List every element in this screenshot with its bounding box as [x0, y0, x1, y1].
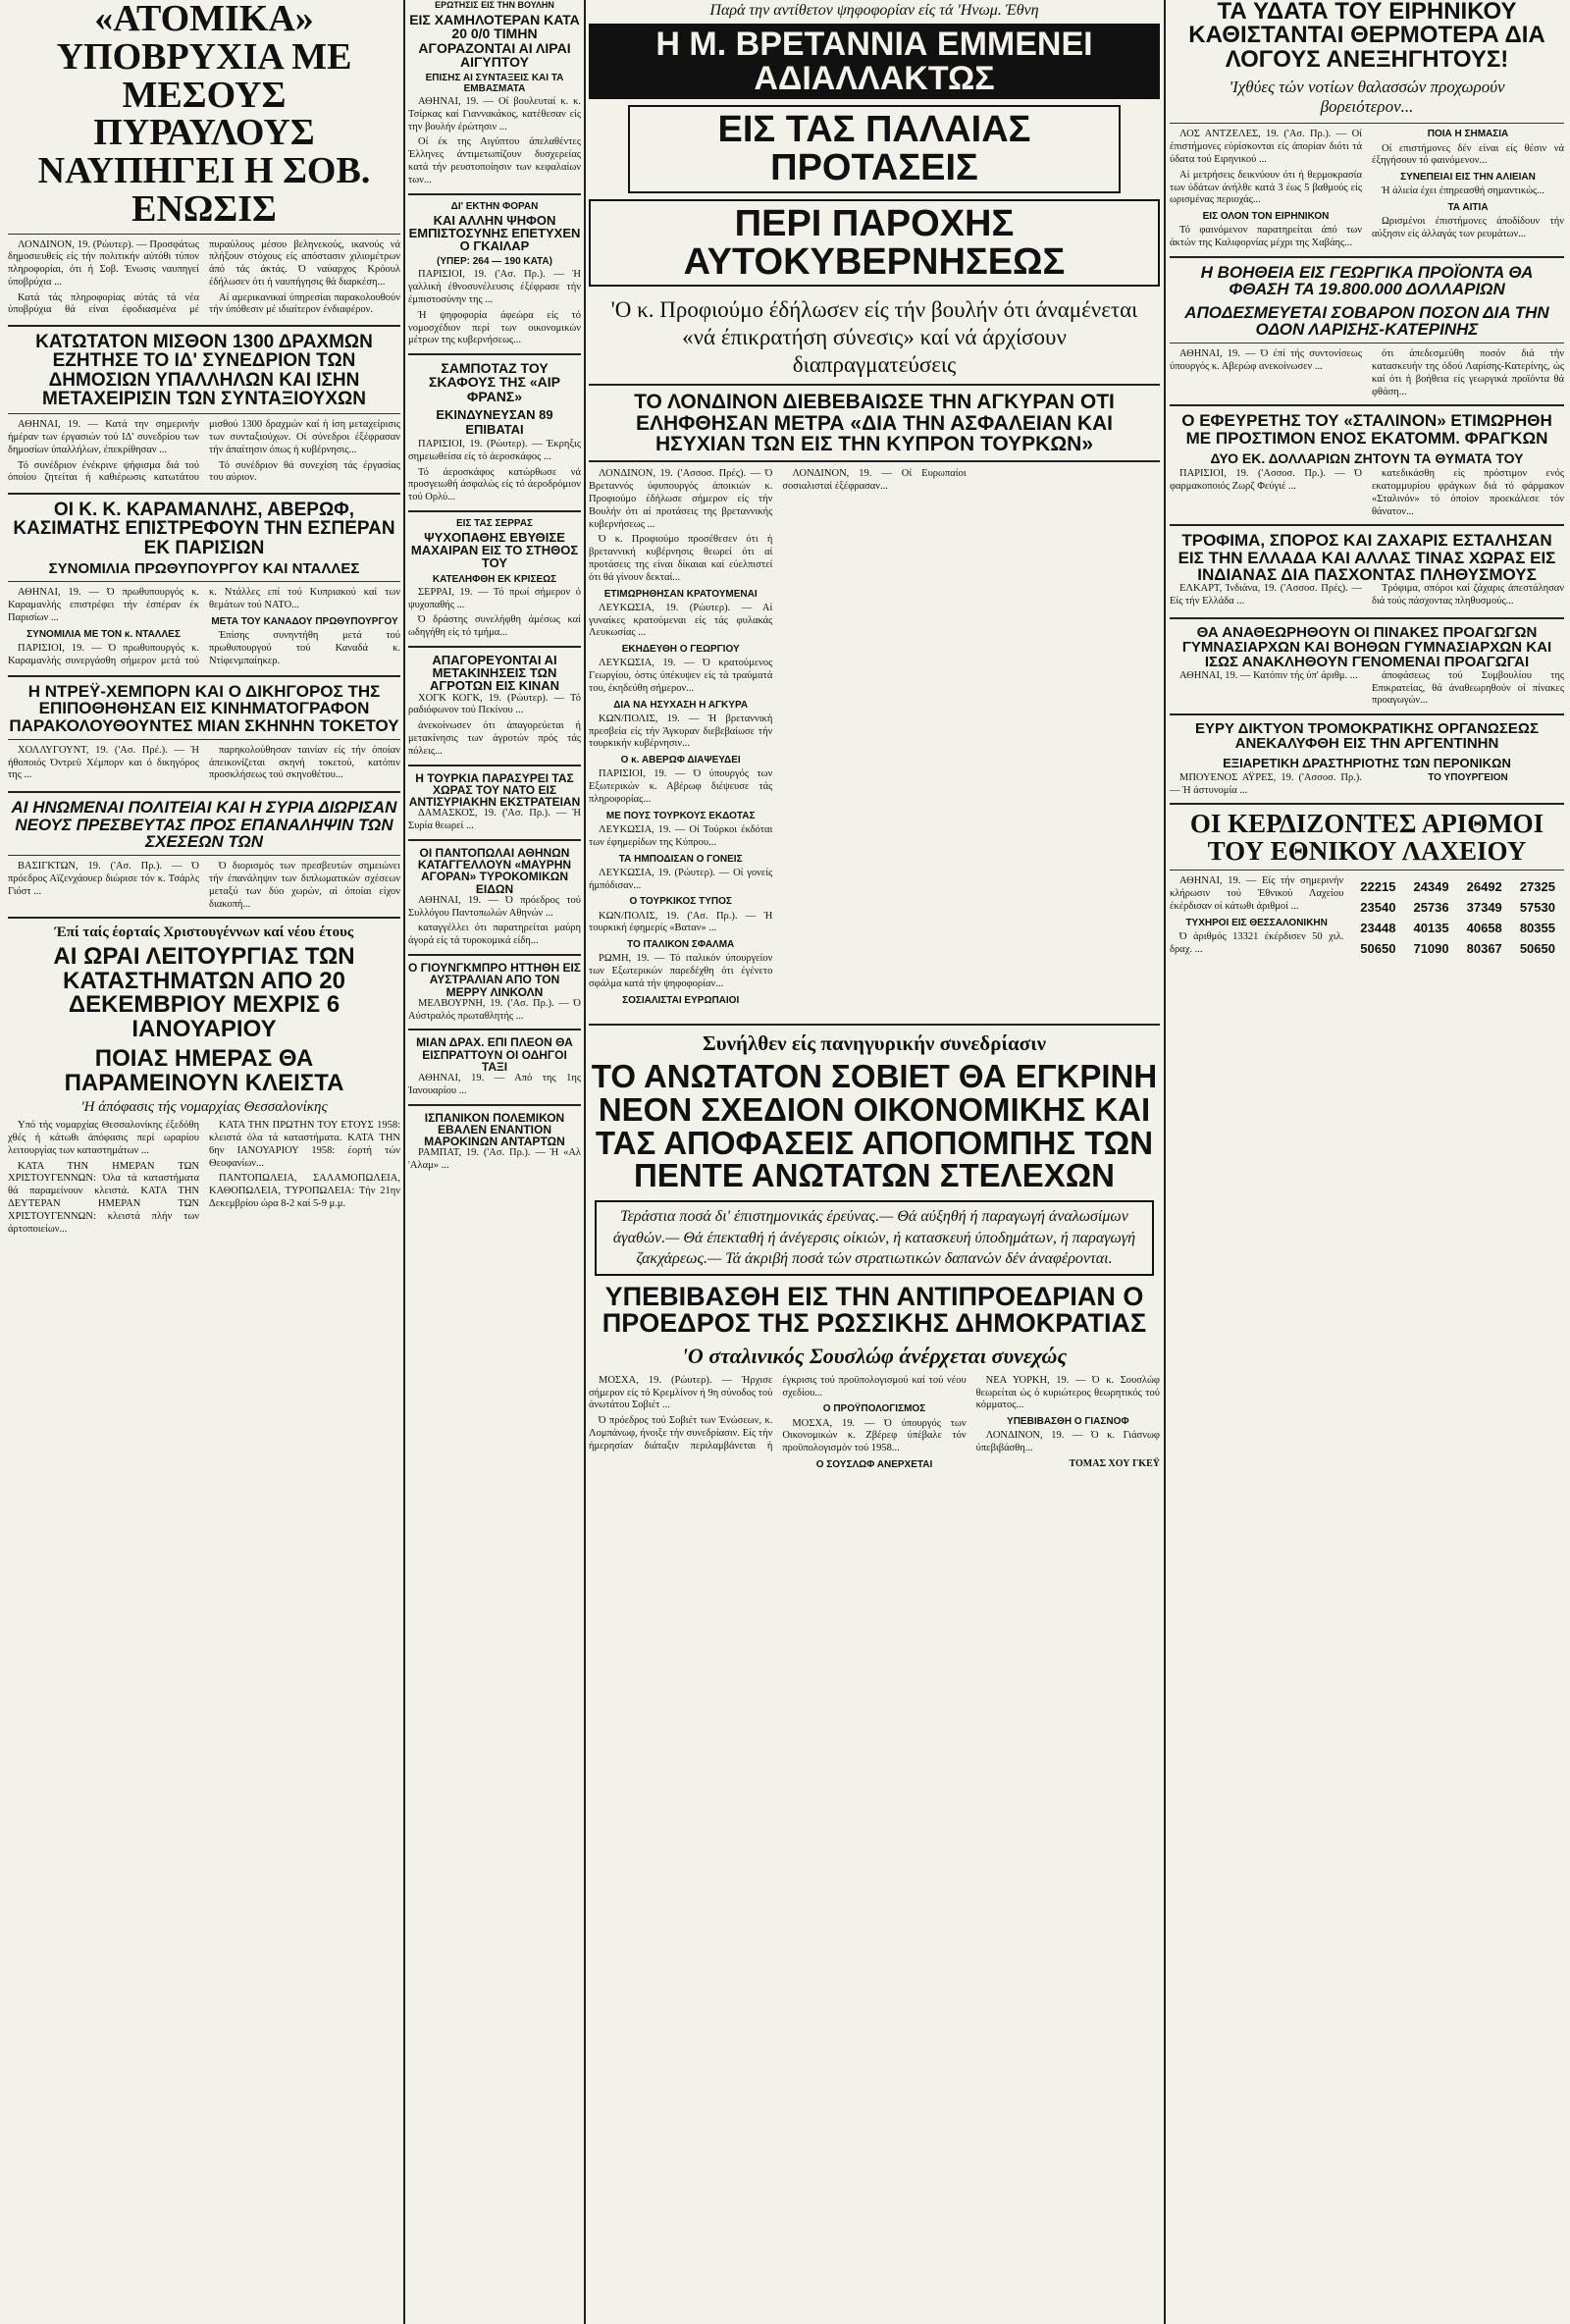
lottery-number: 26492 [1466, 878, 1502, 894]
article-gaillard: ΠΑΡΙΣΙΟΙ, 19. ('Ασ. Πρ.). — Ή γαλλική έθνοσυνέλευσις έξέφρασε τήν έμπιστοσύνην της ... Ή ψηφοφορία άφεώρα είς τό νομοσχέδιον περί των οικονομικών μέτρων της κυβερνήσεως... [408, 269, 581, 346]
headline-china-farmers: ΑΠΑΓΟΡΕΥΟΝΤΑΙ ΑΙ ΜΕΤΑΚΙΝΗΣΕΙΣ ΤΩΝ ΑΓΡΟΤΩΝ ΕΙΣ ΚΙΝΑΝ [430, 652, 559, 694]
supertop-line: Παρά την αντίθετον ψηφοφορίαν είς τά 'Ηνωμ. Έθνη [709, 2, 1039, 19]
headline-shop-hours: ΑΙ ΩΡΑΙ ΛΕΙΤΟΥΡΓΙΑΣ ΤΩΝ ΚΑΤΑΣΤΗΜΑΤΩΝ ΑΠΟ 20 ΔΕΚΕΜΒΡΙΟΥ ΜΕΧΡΙΣ 6 ΙΑΝΟΥΑΡΙΟΥ [53, 943, 355, 1042]
headline-civil-servants: ΚΑΤΩΤΑΤΟΝ ΜΙΣΘΟΝ 1300 ΔΡΑΧΜΩΝ ΕΖΗΤΗΣΕ ΤΟ ΙΔ' ΣΥΝΕΔΡΙΟΝ ΤΩΝ ΔΗΜΟΣΙΩΝ ΥΠΑΛΛΗΛΩΝ ΚΑΙ ΙΣΗΝ ΜΕΤΑΧΕΙΡΙΣΙΝ ΤΩΝ ΣΥΝΤΑΞΙΟΥΧΩΝ [35, 331, 373, 409]
headline-argentina: ΕΥΡΥ ΔΙΚΤΥΟΝ ΤΡΟΜΟΚΡΑΤΙΚΗΣ ΟΡΓΑΝΩΣΕΩΣ ΑΝΕΚΑΛΥΦΘΗ ΕΙΣ ΤΗΝ ΑΡΓΕΝΤΙΝΗΝ [1195, 720, 1539, 753]
subhead-victims: ΔΥΟ ΕΚ. ΔΟΛΛΑΡΙΩΝ ΖΗΤΟΥΝ ΤΑ ΘΥΜΑΤΑ ΤΟΥ [1210, 450, 1524, 467]
headline-serres: ΨΥΧΟΠΑΘΗΣ ΕΒΥΘΙΣΕ ΜΑΧΑΙΡΑΝ ΕΙΣ ΤΟ ΣΤΗΘΟΣ ΤΟΥ [410, 529, 579, 571]
kicker-holidays: Έπί ταίς έορταίς Χριστουγέννων καί νέου έτους [54, 924, 354, 941]
headline-pacific-waters: ΤΑ ΥΔΑΤΑ ΤΟΥ ΕΙΡΗΝΙΚΟΥ ΚΑΘΙΣΤΑΝΤΑΙ ΘΕΡΜΟΤΕΡΑ ΔΙΑ ΛΟΓΟΥΣ ΑΝΕΞΗΓΗΤΟΥΣ! [1188, 0, 1545, 73]
subhead-passengers: ΕΚΙΝΔΥΝΕΥΣΑΝ 89 ΕΠΙΒΑΤΑΙ [436, 406, 553, 437]
headline-lottery: ΟΙ ΚΕΡΔΙΖΟΝΤΕΣ ΑΡΙΘΜΟΙ ΤΟΥ ΕΘΝΙΚΟΥ ΛΑΧΕΙΟΥ [1189, 809, 1544, 866]
article-turkey-nato: ΔΑΜΑΣΚΟΣ, 19. ('Ασ. Πρ.). — Ή Συρία θεωρεί ... [408, 808, 581, 832]
label-serres: ΕΙΣ ΤΑΣ ΣΕΡΡΑΣ [455, 517, 534, 529]
lottery-number: 25736 [1413, 899, 1449, 915]
article-pacific: ΛΟΣ ΑΝΤΖΕΛΕΣ, 19. ('Ασ. Πρ.). — Οί έπιστήμονες εύρίσκονται είς άπορίαν διότι τά ύδατα τού Ειρηνικού ... Αί μετρήσεις δεικνύουν ότι ή θερμοκρασία των ύδάτων άνήλθε κατά 3 έως 5 βαθμούς είς ωρισμένας περιοχάς... ΕΙΣ ΟΛΟΝ ΤΟΝ ΕΙΡΗΝΙΚΟΝ Τό φαινόμενον παρατηρείται άπό των άκτών της Καλιφορνίας μέχρι της Χαβάης... ΠΟΙΑ Η ΣΗΜΑΣΙΑ Οί επιστήμονες δέν είναι είς θέσιν νά έξηγήσουν τό φαινόμενον... ΣΥΝΕΠΕΙΑΙ ΕΙΣ ΤΗΝ ΑΛΙΕΙΑΝ Ή άλιεία έχει έπηρεασθή σημαντικώς... ΤΑ ΑΙΤΙΑ Ωρισμένοι έπιστήμονες άποδίδουν τήν αύξησιν είς άλλαγάς των ρευμάτων... [1170, 129, 1564, 249]
lottery-number: 80367 [1466, 941, 1502, 957]
article-shop-hours: Υπό τής νομαρχίας Θεσσαλονίκης έξεδόθη χθές ή κάτωθι άπόφασις περί ωραρίου λειτουργίας των καταστημάτων ... ΚΑΤΑ ΤΗΝ ΗΜΕΡΑΝ ΤΩΝ ΧΡΙΣΤΟΥΓΕΝΝΩΝ: Όλα τά καταστήματα θά παραμείνουν κλειστά. ΚΑΤΑ ΤΗΝ ΔΕΥΤΕΡΑΝ ΗΜΕΡΑΝ ΤΩΝ ΧΡΙΣΤΟΥΓΕΝΝΩΝ: κλειστά πλήν των άρτοποιείων... ΚΑΤΑ ΤΗΝ ΠΡΩΤΗΝ ΤΟΥ ΕΤΟΥΣ 1958: κλειστά όλα τά καταστήματα. ΚΑΤΑ ΤΗΝ 6ην ΙΑΝΟΥΑΡΙΟΥ 1958: έορτή τών Θεοφανίων... ΠΑΝΤΟΠΩΛΕΙΑ, ΣΑΛΑΜΟΠΩΛΕΙΑ, ΚΑΘΟΠΩΛΕΙΑ, ΤΥΡΟΠΩΛΕΙΑ: Τήν 21ην Δεκεμβρίου ώρα 8-2 καί 5-9 μ.μ. [8, 1120, 400, 1235]
headline-supreme-soviet: ΤΟ ΑΝΩΤΑΤΟΝ ΣΟΒΙΕΤ ΘΑ ΕΓΚΡΙΝΗ ΝΕΟΝ ΣΧΕΔΙΟΝ ΟΙΚΟΝΟΜΙΚΗΣ ΚΑΙ ΤΑΣ ΑΠΟΦΑΣΕΙΣ ΑΠΟΠΟΜΠΗΣ ΤΩΝ ΠΕΝΤΕ ΑΝΩΤΑΤΩΝ ΣΤΕΛΕΧΩΝ [591, 1058, 1158, 1194]
lottery-numbers [1351, 875, 1564, 959]
lottery-number: 23540 [1360, 899, 1396, 915]
subhead-suslov: 'Ο σταλινικός Σουσλώφ άνέρχεται συνεχώς [681, 1343, 1068, 1368]
headline-grocers: ΟΙ ΠΑΝΤΟΠΩΛΑΙ ΑΘΗΝΩΝ ΚΑΤΑΓΓΕΛΛΟΥΝ «ΜΑΥΡΗΝ ΑΓΟΡΑΝ» ΤΥΡΟΚΟΜΙΚΩΝ ΕΙΔΩΝ [417, 845, 572, 896]
headline-russian-president: ΥΠΕΒΙΒΑΣΘΗ ΕΙΣ ΤΗΝ ΑΝΤΙΠΡΟΕΔΡΙΑΝ Ο ΠΡΟΕΔΡΟΣ ΤΗΣ ΡΩΣΣΙΚΗΣ ΔΗΜΟΚΡΑΤΙΑΣ [602, 1281, 1147, 1339]
subhead-vote: (ΥΠΕΡ: 264 — 190 ΚΑΤΑ) [437, 256, 552, 268]
headline-old-proposals: ΕΙΣ ΤΑΣ ΠΑΛΑΙΑΣ ΠΡΟΤΑΣΕΙΣ [717, 109, 1031, 189]
headline-london-ankara: ΤΟ ΛΟΝΔΙΝΟΝ ΔΙΕΒΕΒΑΙΩΣΕ ΤΗΝ ΑΓΚΥΡΑΝ ΟΤΙ ΕΛΗΦΘΗΣΑΝ ΜΕΤΡΑ «ΔΙΑ ΤΗΝ ΑΣΦΑΛΕΙΑΝ ΚΑΙ ΗΣΥΧΙΑΝ ΤΩΝ ΕΙΣ ΤΗΝ ΚΥΠΡΟΝ ΤΟΥΡΚΩΝ» [634, 391, 1115, 455]
subhead-pensions: ΕΠΙΣΗΣ ΑΙ ΣΥΝΤΑΞΕΙΣ ΚΑΙ ΤΑ ΕΜΒΑΣΜΑΤΑ [425, 73, 564, 95]
column-rule-1 [403, 0, 405, 2324]
subhead-dulles: ΣΥΝΟΜΙΛΙΑ ΠΡΩΘΥΠΟΥΡΓΟΥ ΚΑΙ ΝΤΑΛΛΕΣ [48, 559, 360, 577]
article-lottery: ΑΘΗΝΑΙ, 19. — Είς τήν σημερινήν κλήρωσιν τού Έθνικού Λαχείου έκέρδισαν οί κάτωθι άριθμοί ... ΤΥΧΗΡΟΙ ΕΙΣ ΘΕΣΣΑΛΟΝΙΚΗΝ Ό άριθμός 13321 έκέρδισεν 50 χιλ. δραχ. ... [1170, 875, 1344, 955]
article-atomic-submarines: ΛΟΝΔΙΝΟΝ, 19. (Ρώυτερ). — Προσφάτως δημοσιευθείς είς τήν πολιτικήν αύτόθι τύπον πληροφορίαι, ότι ή Σοβ. Ένωσις ναυπηγεί ύποβρύχια ... Κατά τάς πληροφορίας αύτάς τά νέα ύποβρύχια θά είναι έφοδιασμένα μέ πυραύλους μέσου βεληνεκούς, ικανούς νά πλήξουν στόχους είς απόστασιν χιλιομέτρων άπό τάς άκτάς. Ό ναύαρχος Κρόουλ έδήλωσεν ότι ή ναυπήγησις θά διαρκέση... Αί αμερικανικαί ύπηρεσίαι παρακολουθούν τήν ύπόθεσιν μέ ιδιαίτερον ένδιαφέρον. [8, 238, 400, 316]
column-4 [1170, 0, 1564, 2324]
lottery-number: 40658 [1466, 921, 1502, 936]
article-cyprus: ΛΟΝΔΙΝΟΝ, 19. ('Ασσοσ. Πρές). — Ό Βρεταννός ύφυπουργός άποικιών κ. Προφιούμο έδήλωσε σήμερον είς τήν Βουλήν ότι αί προτάσεις της βρεταννικής κυβερνήσεως ... Ό κ. Προφιούμο προσέθεσεν ότι ή βρεταννική κυβέρνησις θεωρεί ότι αί προτάσεις της είναι δίκαιαι καί εύελπιστεί ότι θά γίνουν δεκταί... ΕΤΙΜΩΡΗΘΗΣΑΝ ΚΡΑΤΟΥΜΕΝΑΙ ΛΕΥΚΩΣΙΑ, 19. (Ρώυτερ). — Αί γυναίκες κρατούμεναι είς τάς φυλακάς Λευκωσίας ... ΕΚΗΔΕΥΘΗ Ο ΓΕΩΡΓΙΟΥ ΛΕΥΚΩΣΙΑ, 19. — Ό κρατούμενος Γεωργίου, όστις ύπέκυψεν είς τά τραύματά του, έκηδεύθη σήμερον... ΔΙΑ ΝΑ ΗΣΥΧΑΣΗ Η ΑΓΚΥΡΑ ΚΩΝ/ΠΟΛΙΣ, 19. — Ή βρεταννική πρεσβεία είς τήν Άγκυραν διεβεβαίωσε τήν τουρκικήν κυβέρνησιν... Ο κ. ΑΒΕΡΩΦ ΔΙΑΨΕΥΔΕΙ ΠΑΡΙΣΙΟΙ, 19. — Ό ύπουργός των Εξωτερικών κ. Αβέρωφ διέψευσε τάς πληροφορίας... ΜΕ ΠΟΥΣ ΤΟΥΡΚΟΥΣ ΕΚΔΟΤΑΣ ΛΕΥΚΩΣΙΑ, 19. — Οί Τούρκοι έκδόται των έφημερίδων της Κύπρου... ΤΑ ΗΜΠΟΔΙΣΑΝ Ο ΓΟΝΕΙΣ ΛΕΥΚΩΣΙΑ, 19. (Ρώυτερ). — Οί γονείς ήμπόδισαν... Ο ΤΟΥΡΚΙΚΟΣ ΤΥΠΟΣ ΚΩΝ/ΠΟΛΙΣ, 19. ('Ασ. Πρ.). — Ή τουρκική έφημερίς «Βαταν» ... ΤΟ ΙΤΑΛΙΚΟΝ ΣΦΑΛΜΑ ΡΩΜΗ, 19. — Τό ιταλικόν ύπουργείον των Εξωτερικών παρεδέχθη ότι έγένετο σφάλμα κατά τήν ψηφοφορίαν... ΣΟΣΙΑΛΙΣΤΑΙ ΕΥΡΩΠΑΙΟΙ ΛΟΝΔΙΝΟΝ, 19. — Οί Ευρωπαίοι σοσιαλισταί έξέφρασαν... [589, 468, 967, 1006]
lottery-number: 40135 [1413, 921, 1449, 936]
article-grocers: ΑΘΗΝΑΙ, 19. — Ό πρόεδρος τού Συλλόγου Παντοπωλών Αθηνών ... καταγγέλλει ότι παρατηρείται μαύρη άγορά είς τά τυροκομικά είδη... [408, 894, 581, 947]
headline-atomic-submarines: «ΑΤΟΜΙΚΑ» ΥΠΟΒΡΥΧΙΑ ΜΕ ΜΕΣΟΥΣ ΠΥΡΑΥΛΟΥΣ ΝΑΥΠΗΓΕΙ Η ΣΟΒ. ΕΝΩΣΙΣ [37, 0, 371, 230]
signature: ΤΟΜΑΣ ΧΟΥ ΓΚΕΫ [1069, 1457, 1160, 1469]
lottery-number: 22215 [1360, 878, 1396, 894]
lottery-number: 80355 [1519, 921, 1555, 936]
subhead-fish: 'Ιχθύες τών νοτίων θαλασσών προχωρούν βορειότερον... [1229, 78, 1505, 117]
headline-farm-aid: Η ΒΟΗΘΕΙΑ ΕΙΣ ΓΕΩΡΓΙΚΑ ΠΡΟΪΟΝΤΑ ΘΑ ΦΘΑΣΗ ΤΑ 19.800.000 ΔΟΛΛΑΡΙΩΝ [1200, 262, 1534, 299]
article-china-farmers: ΧΟΓΚ ΚΟΓΚ, 19. (Ρώυτερ). — Τό ραδιόφωνον τού Πεκίνου ... άνεκοίνωσεν ότι άπαγορεύεται ή μετακίνησις των άγροτών πρός τάς πόλεις... [408, 692, 581, 757]
article-stalinon: ΠΑΡΙΣΙΟΙ, 19. ('Ασσοσ. Πρ.). — Ό φαρμακοποιός Ζωρζ Φεύγιέ ... κατεδικάσθη είς πρόστιμον ενός εκατομμυρίου φράγκων διά τό φάρμακον «Σταλινόν» τό όποίον προεκάλεσε τόν θάνατον... [1170, 468, 1564, 517]
headline-air-france: ΣΑΜΠΟΤΑΖ ΤΟΥ ΣΚΑΦΟΥΣ ΤΗΣ «ΑΙΡ ΦΡΑΝΣ» [429, 360, 560, 404]
headline-taxi: ΜΙΑΝ ΔΡΑΧ. ΕΠΙ ΠΛΕΟΝ ΘΑ ΕΙΣΠΡΑΤΤΟΥΝ ΟΙ ΟΔΗΓΟΙ ΤΑΞΙ [416, 1035, 573, 1074]
lottery-number: 57530 [1519, 899, 1555, 915]
label-sixth-time: ΔΙ' ΕΚΤΗΝ ΦΟΡΑΝ [450, 200, 539, 212]
article-civil-servants: ΑΘΗΝΑΙ, 19. — Κατά την σημερινήν ήμέραν των έργασιών τού ΙΔ' συνεδρίου των δημοσίων ύπαλλήλων, έπεκρίθησαν ... Τό συνέδριον ένέκρινε ψήφισμα διά τού όποίου ζητείται ή καθιέρωσις κατωτάτου μισθού 1300 δραχμών καί ή ίση μεταχείρισις των συνταξιούχων. Οί σύνεδροι έξέφρασαν τήν άπαίτησιν όπως ή κυβέρνησις... Τό συνέδριον θά συνεχίση τάς έργασίας του αύριον. [8, 419, 400, 484]
article-air-france: ΠΑΡΙΣΙΟΙ, 19. (Ρώυτερ). — Έκρηξις σημειωθείσα είς τό άεροσκάφος ... Τό άεροσκάφος κατώρθωσε νά προσγειωθή άσφαλώς είς τό άεροδρόμιον τού Ορλύ... [408, 438, 581, 503]
article-taxi: ΑΘΗΝΑΙ, 19. — Από της 1ης Ίανουαρίου ... [408, 1073, 581, 1096]
article-gymnasiarchs: ΑΘΗΝΑΙ, 19. — Κατόπιν τής ύπ' άριθμ. ... άποφάσεως τού Συμβουλίου της Επικρατείας, θά άναθεωρηθούν οί πίνακες προαγωγών... [1179, 669, 1564, 707]
kicker-soviet: Συνήλθεν είς πανηγυρικήν συνεδρίασιν [703, 1031, 1046, 1056]
headline-larissa-katerini: ΑΠΟΔΕΣΜΕΥΕΤΑΙ ΣΟΒΑΡΟΝ ΠΟΣΟΝ ΔΙΑ ΤΗΝ ΟΔΟΝ ΛΑΡΙΣΗΣ-ΚΑΤΕΡΙΝΗΣ [1184, 302, 1549, 339]
lottery-number: 23448 [1360, 921, 1396, 936]
lottery-number: 71090 [1413, 941, 1449, 957]
lottery-number: 24349 [1413, 878, 1449, 894]
headline-gymnasiarchs: ΘΑ ΑΝΑΘΕΩΡΗΘΟΥΝ ΟΙ ΠΙΝΑΚΕΣ ΠΡΟΑΓΩΓΩΝ ΓΥΜΝΑΣΙΑΡΧΩΝ ΚΑΙ ΒΟΗΘΩΝ ΓΥΜΝΑΣΙΑΡΧΩΝ ΚΑΙ ΙΣΩΣ ΑΝΑΚΛΗΘΟΥΝ ΓΕΝΟΜΕΝΑΙ ΠΡΟΑΓΩΓΑΙ [1181, 623, 1552, 671]
subhead-nomarchy: 'Η άπόφασις τής νομαρχίας Θεσσαλονίκης [80, 1099, 328, 1116]
column-1 [8, 0, 400, 2324]
article-hepburn: ΧΟΛΛΥΓΟΥΝΤ, 19. ('Ασ. Πρέ.). — Ή ήθοποιός Όντρεϋ Χέμπορν και ό δικηγόρος της ... παρηκολούθησαν ταινίαν είς τήν όποίαν άπεικονίζεται σκηνή τοκετού, κατόπιν προσκλήσεως τού σκηνοθέτου... [8, 744, 400, 781]
article-youngblood: ΜΕΛΒΟΥΡΝΗ, 19. ('Ασ. Πρ.). — Ό Αύστραλός πρωταθλητής ... [408, 997, 581, 1022]
article-spanish-warship: ΡΑΜΠΑΤ, 19. ('Ασ. Πρ.). — Ή «Αλ 'Αλαμ» ... [408, 1147, 581, 1172]
subhead-arrested: ΚΑΤΕΛΗΦΘΗ ΕΚ ΚΡΙΣΕΩΣ [432, 573, 557, 585]
headline-syria-envoys: ΑΙ ΗΝΩΜΕΝΑΙ ΠΟΛΙΤΕΙΑΙ ΚΑΙ Η ΣΥΡΙΑ ΔΙΩΡΙΣΑΝ ΝΕΟΥΣ ΠΡΕΣΒΕΥΤΑΣ ΠΡΟΣ ΕΠΑΝΑΛΗΨΙΝ ΤΩΝ ΣΧΕΣΕΩΝ ΤΩΝ [11, 798, 397, 851]
label-question: ΕΡΩΤΗΣΙΣ ΕΙΣ ΤΗΝ ΒΟΥΛΗΝ [435, 0, 554, 10]
article-argentina: ΜΠΟΥΕΝΟΣ ΑΫΡΕΣ, 19. ('Ασσοσ. Πρ.). — Ή άστυνομία ... ΤΟ ΥΠΟΥΡΓΕΙΟΝ [1170, 771, 1508, 796]
column-center [589, 0, 1160, 2324]
column-rule-3 [1164, 0, 1166, 2324]
column-rule-2 [584, 0, 586, 2324]
lottery-number: 37349 [1466, 899, 1502, 915]
headline-gaillard: ΚΑΙ ΑΛΛΗΝ ΨΗΦΟΝ ΕΜΠΙΣΤΟΣΥΝΗΣ ΕΠΕΤΥΧΕΝ Ο ΓΚΑΙΛΑΡ [408, 212, 581, 254]
headline-egypt-pounds: ΕΙΣ ΧΑΜΗΛΟΤΕΡΑΝ ΚΑΤΑ 20 0/0 ΤΙΜΗΝ ΑΓΟΡΑΖΟΝΤΑΙ ΑΙ ΛΙΡΑΙ ΑΙΓΥΠΤΟΥ [409, 12, 580, 70]
article-soviet: ΜΟΣΧΑ, 19. (Ρώυτερ). — Ήρχισε σήμερον είς τό Κρεμλίνον ή 9η σύνοδος τού άνωτάτου Σοβιέτ ... Ό πρόεδρος τού Σοβιέτ των Ένώσεων, κ. Λομπάνωφ, ήνοιξε τήν συνεδρίασιν. Είς τήν ήμερησίαν διάταξιν περιλαμβάνεται ή έγκρισις τού προϋπολογισμού καί τού νέου σχεδίου... Ο ΠΡΟΫΠΟΛΟΓΙΣΜΟΣ ΜΟΣΧΑ, 19. — Ό ύπουργός των Οικονομικών κ. Ζβέρεφ ύπέβαλε τόν προϋπολογισμόν τού 1958... Ο ΣΟΥΣΛΩΦ ΑΝΕΡΧΕΤΑΙ ΝΕΑ ΥΟΡΚΗ, 19. — Ό κ. Σουσλώφ θεωρείται ώς ό κυριώτερος θεωρητικός τού κόμματος... ΥΠΕΒΙΒΑΣΘΗ Ο ΓΙΑΣΝΟΦ ΛΟΝΔΙΝΟΝ, 19. — Ό κ. Γιάσνωφ ύπεβιβάσθη... ΤΟΜΑΣ ΧΟΥ ΓΚΕΫ [589, 1374, 1160, 1470]
column-2 [408, 0, 581, 2324]
article-egypt-pounds: ΑΘΗΝΑΙ, 19. — Οί βουλευταί κ. κ. Τσίρκας καί Γιαννακάκος, κατέθεσαν είς την βουλήν έρώτησιν ... Οί έκ της Αιγύπτου άπελαθέντες Έλληνες άντιμετωπίζουν δυσχερείας κατά τήν ρευστοποίησιν των κεφαλαίων των... [408, 96, 581, 185]
subhead-closed-days: ΠΟΙΑΣ ΗΜΕΡΑΣ ΘΑ ΠΑΡΑΜΕΙΝΟΥΝ ΚΛΕΙΣΤΑ [64, 1045, 344, 1096]
article-karamanlis: ΑΘΗΝΑΙ, 19. — Ό πρωθυπουργός κ. Καραμανλής επιστρέφει τήν έσπέραν έκ Παρισίων ... ΣΥΝΟΜΙΛΙΑ ΜΕ ΤΟΝ κ. ΝΤΑΛΛΕΣ ΠΑΡΙΣΙΟΙ, 19. — Ό πρωθυπουργός κ. Καραμανλής συνεργάσθη σήμερον μετά τού κ. Ντάλλες επί τού Κυπριακού καί των θεμάτων τού ΝΑΤΟ... ΜΕΤΑ ΤΟΥ ΚΑΝΑΔΟΥ ΠΡΩΘΥΠΟΥΡΓΟΥ Έπίσης συνηντήθη μετά τού πρωθυπουργού τού Καναδά κ. Ντίφενμπαίηκερ. [8, 587, 400, 666]
lottery-number: 50650 [1519, 941, 1555, 957]
headline-karamanlis: ΟΙ Κ. Κ. ΚΑΡΑΜΑΝΛΗΣ, ΑΒΕΡΩΦ, ΚΑΣΙΜΑΤΗΣ ΕΠΙΣΤΡΕΦΟΥΝ ΤΗΝ ΕΣΠΕΡΑΝ ΕΚ ΠΑΡΙΣΙΩΝ [13, 499, 395, 558]
article-serres: ΣΕΡΡΑΙ, 19. — Τό πρωί σήμερον ό ψυχοπαθής ... Ό δράστης συνελήφθη άμέσως καί ωδηγήθη είς τό τμήμα... [408, 586, 581, 639]
article-syria-envoys: ΒΑΣΙΓΚΤΩΝ, 19. ('Ασ. Πρ.). — Ό πρόεδρος Αϊζενχάουερ διώρισε τόν κ. Τσάρλς Γιόστ ... Ό διορισμός των πρεσβευτών σημειώνει τήν έπανάληψιν των διπλωματικών σχέσεων μεταξύ των δύο χωρών, αί όποίαι είχον διακοπή... [8, 861, 400, 910]
headline-hepburn: Η ΝΤΡΕΫ-ΧΕΜΠΟΡΝ ΚΑΙ Ο ΔΙΚΗΓΟΡΟΣ ΤΗΣ ΕΠΙΠΟΘΗΘΗΣΑΝ ΕΙΣ ΚΙΝΗΜΑΤΟΓΡΑΦΟΝ ΠΑΡΑΚΟΛΟΥΘΟΥΝΤΕΣ ΜΙΑΝ ΣΚΗΝΗΝ ΤΟΚΕΤΟΥ [9, 681, 399, 735]
headline-stalinon: Ο ΕΦΕΥΡΕΤΗΣ ΤΟΥ «ΣΤΑΛΙΝΟΝ» ΕΤΙΜΩΡΗΘΗ ΜΕ ΠΡΟΣΤΙΜΟΝ ΕΝΟΣ ΕΚΑΤΟΜΜ. ΦΡΑΓΚΩΝ [1181, 411, 1552, 448]
box-soviet-budget: Τεράστια ποσά δι' έπιστημονικάς έρεύνας.— Θά αύξηθή ή παραγωγή άναλωσίμων άγαθών.— Θά έπεκταθή ή άνέγερσις οίκιών, ή κατασκευή ύποδημάτων, ή παραγωγή ζακχάρεως.— Τά άκριβή ποσά τών στρατιωτικών δαπανών δέν άναφέρονται. [612, 1207, 1136, 1268]
subhead-profumo: 'Ο κ. Προφιούμο έδήλωσεν είς τήν βουλήν ότι άναμένεται «νά έπικρατήση σύνεσις» καί νά άρχίσουν διαπραγματεύσεις [610, 297, 1138, 377]
headline-youngblood: Ο ΓΙΟΥΝΓΚΜΠΡΟ ΗΤΤΗΘΗ ΕΙΣ ΑΥΣΤΡΑΛΙΑΝ ΑΠΟ ΤΟΝ ΜΕΡΡΥ ΛΙΝΚΟΛΝ [408, 961, 581, 999]
headline-britain-insists: Η Μ. ΒΡΕΤΑΝΝΙΑ ΕΜΜΕΝΕΙ ΑΔΙΑΛΛΑΚΤΩΣ [655, 26, 1093, 97]
article-food-aid: ΕΛΚΑΡΤ, Ίνδιάνα, 19. ('Ασσοσ. Πρές). — Είς τήν Ελλάδα ... Τρόφιμα, σπόροι καί ζάχαρις άπεστάλησαν διά τούς πάσχοντας πληθυσμούς... [1170, 583, 1564, 607]
article-larissa: ΑΘΗΝΑΙ, 19. — Ό έπί τής συντονίσεως ύπουργός κ. Αβερώφ ανεκοίνωσεν ... ότι άπεδεσμεύθη ποσόν διά τήν κατασκευήν της όδού Λαρίσης-Κατερίνης, ώς καί ότι ή βοήθεια είς γεωργικά προϊόντα θά φθάση... [1170, 348, 1564, 397]
lottery-number: 27325 [1519, 878, 1555, 894]
headline-spanish-warship: ΙΣΠΑΝΙΚΟΝ ΠΟΛΕΜΙΚΟΝ ΕΒΑΛΕΝ ΕΝΑΝΤΙΟΝ ΜΑΡΟΚΙΝΩΝ ΑΝΤΑΡΤΩΝ [424, 1110, 565, 1149]
lottery-number: 50650 [1360, 941, 1396, 957]
headline-food-aid: ΤΡΟΦΙΜΑ, ΣΠΟΡΟΣ ΚΑΙ ΖΑΧΑΡΙΣ ΕΣΤΑΛΗΣΑΝ ΕΙΣ ΤΗΝ ΕΛΛΑΔΑ ΚΑΙ ΑΛΛΑΣ ΤΙΝΑΣ ΧΩΡΑΣ ΕΙΣ ΙΝΔΙΑΝΑΣ ΔΙΑ ΠΑΣΧΟΝΤΑΣ ΠΛΗΘΥΣΜΟΥΣ [1178, 531, 1556, 584]
subhead-peronists: ΕΞΙΑΡΕΤΙΚΗ ΔΡΑΣΤΗΡΙΟΤΗΣ ΤΩΝ ΠΕΡΟΝΙΚΩΝ [1223, 755, 1511, 770]
headline-turkey-nato: Η ΤΟΥΡΚΙΑ ΠΑΡΑΣΥΡΕΙ ΤΑΣ ΧΩΡΑΣ ΤΟΥ ΝΑΤΟ ΕΙΣ ΑΝΤΙΣΥΡΙΑΚΗΝ ΕΚΣΤΡΑΤΕΙΑΝ [408, 770, 581, 810]
headline-self-government: ΠΕΡΙ ΠΑΡΟΧΗΣ ΑΥΤΟΚΥΒΕΡΝΗΣΕΩΣ [683, 202, 1066, 283]
